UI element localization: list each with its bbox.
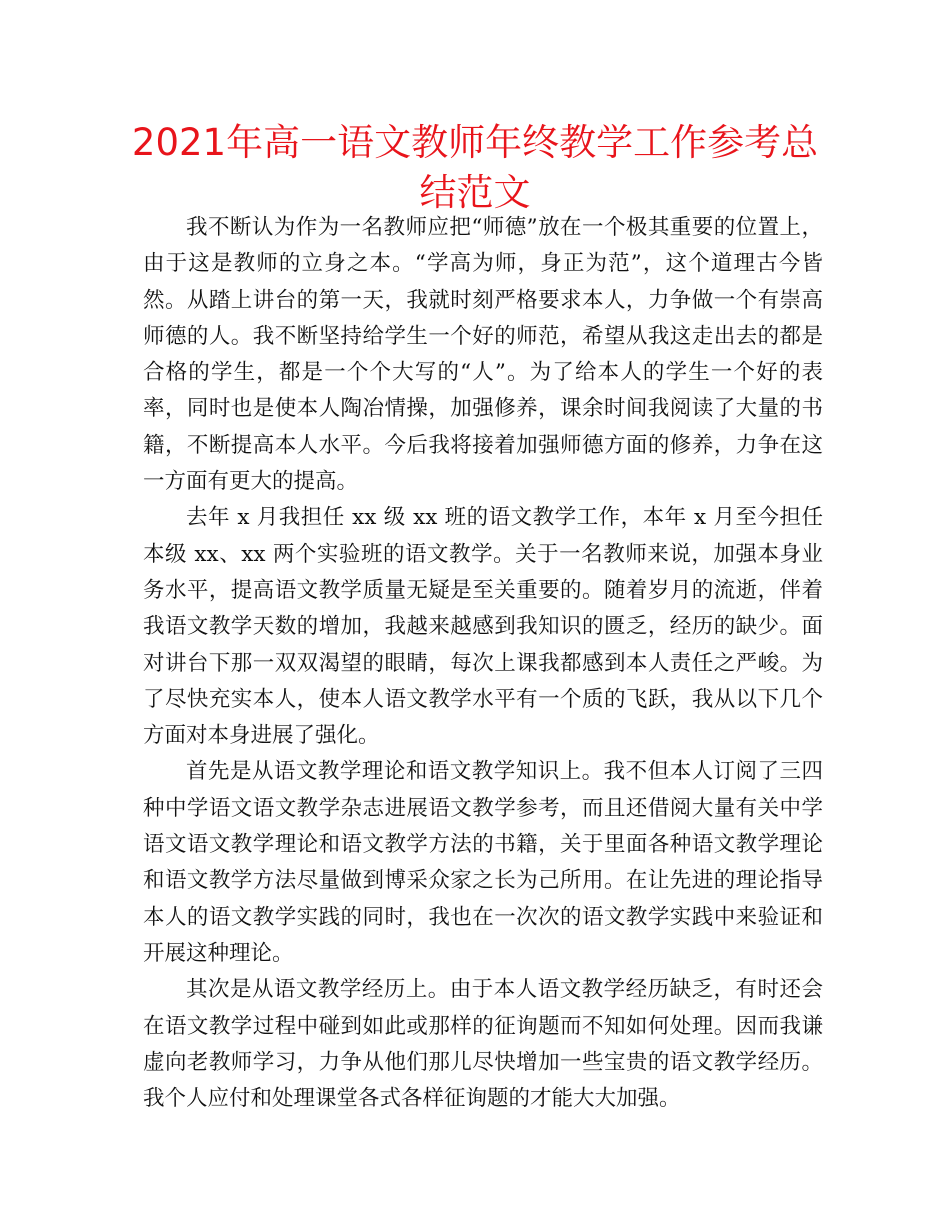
paragraph: 首先是从语文教学理论和语文教学知识上。我不但本人订阅了三四种中学语文语文教学杂志进展语文教学参考，而且还借阅大量有关中学语文语文教学理论和语文教学方法的书籍，关于里面各种语文教学理论和语文教学方法尽量做到博采众家之长为己所用。在让先进的理论指导本人的语文教学实践的同时，我也在一次次的语文教学实践中来验证和开展这种理论。 (143, 759, 823, 966)
paragraph: 其次是从语文教学经历上。由于本人语文教学经历缺乏，有时还会在语文教学过程中碰到如此或那样的征询题而不知如何处理。因而我谦虚向老教师学习，力争从他们那儿尽快增加一些宝贵的语文教学经历。我个人应付和处理课堂各式各样征询题的才能大大加强。 (143, 977, 823, 1112)
paragraph: 去年 x 月我担任 xx 级 xx 班的语文教学工作，本年 x 月至今担任本级 xx、xx 两个实验班的语文教学。关于一名教师来说，加强本身业务水平，提高语文教学质量无疑是至关重要的。随着岁月的流逝，伴着我语文教学天数的增加，我越来越感到我知识的匮乏，经历的缺少。面对讲台下那一双双渴望的眼睛，每次上课我都感到本人责任之严峻。为了尽快充实本人，使本人语文教学水平有一个质的飞跃，我从以下几个方面对本身进展了强化。 (143, 505, 823, 749)
paragraph: 我不断认为作为一名教师应把“师德”放在一个极其重要的位置上，由于这是教师的立身之本。“学高为师，身正为范”，这个道理古今皆然。从踏上讲台的第一天，我就时刻严格要求本人，力争做一个有崇高师德的人。我不断坚持给学生一个好的师范，希望从我这走出去的都是合格的学生，都是一个个大写的“人”。为了给本人的学生一个好的表率，同时也是使本人陶冶情操，加强修养，课余时间我阅读了大量的书籍，不断提高本人水平。今后我将接着加强师德方面的修养，力争在这一方面有更大的提高。 (143, 215, 823, 495)
document-body (143, 210, 823, 1117)
document-title: 2021年高一语文教师年终教学工作参考总结范文 (131, 121, 819, 214)
